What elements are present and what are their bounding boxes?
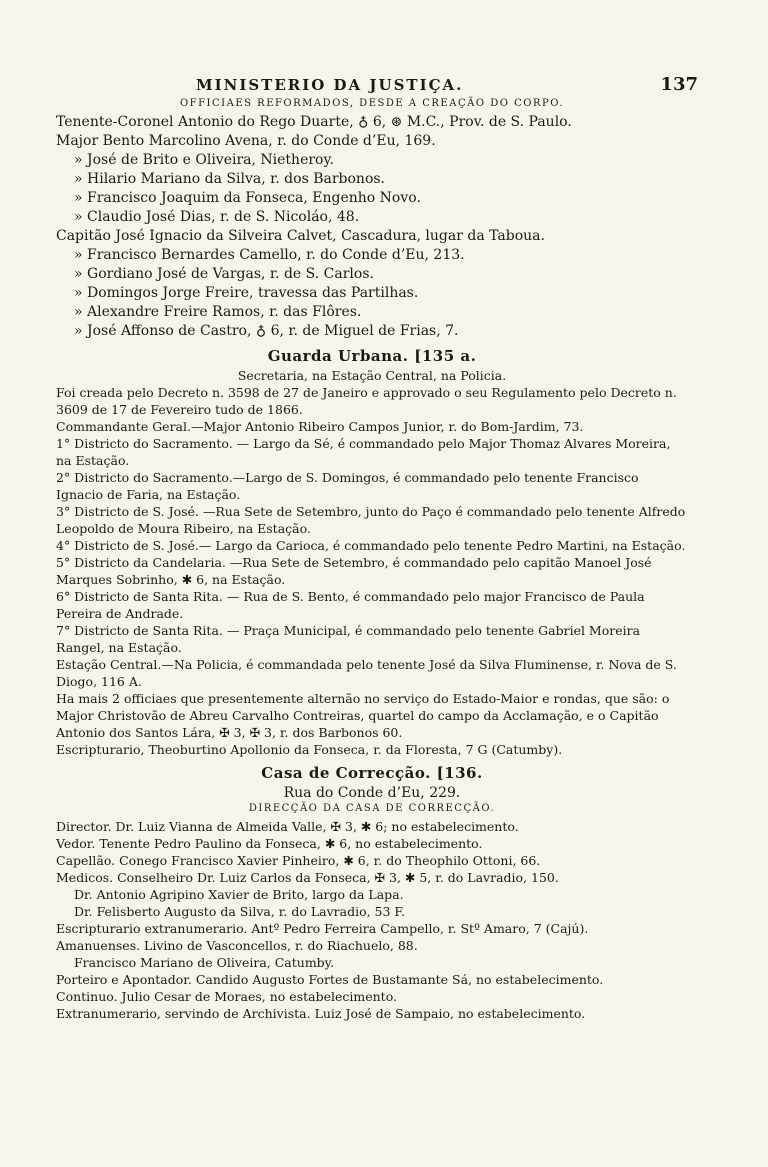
officer-line: » Francisco Bernardes Camello, r. do Conde d’Eu, 213. [74,247,465,263]
section-subtitle: OFFICIAES REFORMADOS, DESDE A CREAÇÃO DO CORPO. [179,98,564,109]
officers-list [56,113,688,341]
officer-line: » José de Brito e Oliveira, Nietheroy. [74,152,334,168]
guarda-item: 6° Districto de Santa Rita. — Rua de S. Bento, é commandado pelo major Francisco de Paula Pereira de Andrade. [56,589,645,621]
guarda-item: 1° Districto do Sacramento. — Largo da Sé, é commandado pelo Major Thomaz Alvares Moreira, na Estação. [56,436,671,468]
guarda-item: 3° Districto de S. José. —Rua Sete de Setembro, junto do Paço é commandado pelo tenente Alfredo Leopoldo de Moura Ribeiro, na Estação. [56,504,686,536]
guarda-item: 4° Districto de S. José.— Largo da Carioca, é commandado pelo tenente Pedro Martini, na Estação. [56,538,686,553]
officer-line: Tenente-Coronel Antonio do Rego Duarte, ♁ 6, ⊛ M.C., Prov. de S. Paulo. [56,114,572,130]
casa-item: Extranumerario, servindo de Archivista. Luiz José de Sampaio, no estabelecimento. [56,1006,586,1021]
casa-item: Escripturario extranumerario. Antº Pedro Ferreira Campello, r. Stº Amaro, 7 (Cajú). [56,921,589,936]
officer-line: » José Affonso de Castro, ♁ 6, r. de Miguel de Frias, 7. [74,323,459,339]
guarda-item: Estação Central.—Na Policia, é commandada pelo tenente José da Silva Fluminense, r. Nova de S. Diogo, 116 A. [56,657,677,689]
guarda-title: Guarda Urbana. [267,347,409,365]
casa-item: Amanuenses. Livino de Vasconcellos, r. do Riachuelo, 88. [56,938,418,953]
casa-item: Francisco Mariano de Oliveira, Catumby. [74,955,335,970]
casa-item: Dr. Antonio Agripino Xavier de Brito, largo da Lapa. [74,887,404,902]
casa-heading [56,764,688,782]
casa-item: Porteiro e Apontador. Candido Augusto Fortes de Bustamante Sá, no estabelecimento. [56,972,604,987]
casa-item: Director. Dr. Luiz Vianna de Almeida Valle, ✠ 3, ✱ 6; no estabelecimento. [56,819,519,834]
officer-line: Capitão José Ignacio da Silveira Calvet, Cascadura, lugar da Taboua. [56,228,545,244]
casa-item: Capellão. Conego Francisco Xavier Pinheiro, ✱ 6, r. do Theophilo Ottoni, 66. [56,853,541,868]
guarda-item: 2° Districto do Sacramento.—Largo de S. Domingos, é commandado pelo tenente Francisco Ignacio de Faria, na Estação. [56,470,639,502]
casa-subtitle: DIRECÇÃO DA CASA DE CORRECÇÃO. [248,803,496,814]
officer-line: Major Bento Marcolino Avena, r. do Conde d’Eu, 169. [56,133,436,149]
guarda-item: Escripturario, Theoburtino Apollonio da Fonseca, r. da Floresta, 7 G (Catumby). [56,742,563,757]
guarda-ref: [135 a. [414,347,477,365]
casa-ref: [136. [436,764,483,782]
page-title: MINISTERIO DA JUSTIÇA. [196,76,464,94]
officer-line: » Alexandre Freire Ramos, r. das Flôres. [74,304,362,320]
guarda-secretaria: Secretaria, na Estação Central, na Policia. [237,368,507,383]
casa-list [56,818,688,1022]
officer-line: » Gordiano José de Vargas, r. de S. Carlos. [74,266,374,282]
casa-item: Medicos. Conselheiro Dr. Luiz Carlos da Fonseca, ✠ 3, ✱ 5, r. do Lavradio, 150. [56,870,559,885]
officer-line: » Francisco Joaquim da Fonseca, Engenho Novo. [74,190,421,206]
guarda-list [56,418,688,758]
casa-title: Casa de Correcção. [261,764,431,782]
casa-item: Dr. Felisberto Augusto da Silva, r. do Lavradio, 53 F. [74,904,406,919]
guarda-item: Ha mais 2 officiaes que presentemente alternão no serviço do Estado-Maior e rondas, que são: o Major Christovão de Abreu Carvalho Contreiras, quartel do campo da Acclamação, e o Capitão Antonio dos Santos Lára, ✠ 3, ✠ 3, r. dos Barbonos 60. [56,691,670,740]
guarda-item: 7° Districto de Santa Rita. — Praça Municipal, é commandado pelo tenente Gabriel Moreira Rangel, na Estação. [56,623,641,655]
page-number: 137 [660,74,698,95]
guarda-heading [56,347,688,365]
guarda-item: 5° Districto da Candelaria. —Rua Sete de Setembro, é commandado pelo capitão Manoel José Marques Sobrinho, ✱ 6, na Estação. [56,555,652,587]
page-header [56,70,698,98]
officer-line: » Domingos Jorge Freire, travessa das Partilhas. [74,285,419,301]
casa-item: Vedor. Tenente Pedro Paulino da Fonseca, ✱ 6, no estabelecimento. [56,836,483,851]
casa-item: Continuo. Julio Cesar de Moraes, no estabelecimento. [56,989,397,1004]
document-page [56,70,698,1022]
guarda-item: Commandante Geral.—Major Antonio Ribeiro Campos Junior, r. do Bom-Jardim, 73. [56,419,584,434]
officer-line: » Claudio José Dias, r. de S. Nicoláo, 48. [74,209,360,225]
guarda-intro: Foi creada pelo Decreto n. 3598 de 27 de Janeiro e approvado o seu Regulamento pelo Decreto n. 3609 de 17 de Fevereiro tudo de 1866. [56,385,677,417]
casa-address: Rua do Conde d’Eu, 229. [283,785,461,801]
officer-line: » Hilario Mariano da Silva, r. dos Barbonos. [74,171,386,187]
